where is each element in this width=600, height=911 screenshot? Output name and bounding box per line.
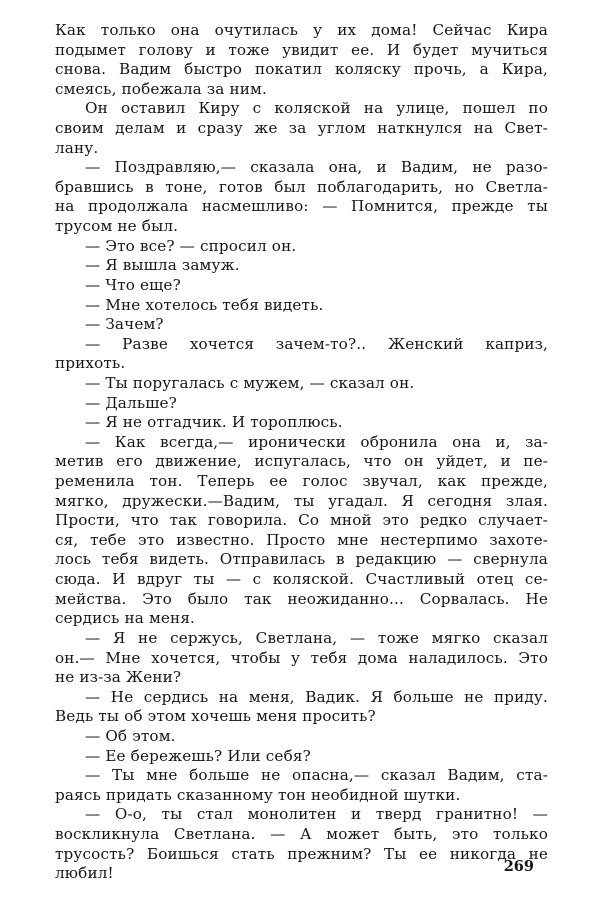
text-line: — Что еще?: [85, 275, 181, 294]
text-line: он.— Мне хочется, чтобы у тебя дома наладилось. Это: [55, 648, 548, 667]
text-line: сюда. И вдруг ты — с коляской. Счастливый отец се-: [55, 570, 548, 589]
text-line: сердись на меня.: [55, 609, 196, 628]
text-line: — Дальше?: [85, 393, 177, 412]
text-line: мягко, дружески.—Вадим, ты угадал. Я сегодня злая.: [55, 491, 548, 510]
text-line: — Я вышла замуж.: [85, 256, 240, 275]
text-line: — Я не отгадчик. И тороплюсь.: [85, 413, 343, 432]
text-line: ся, тебе это известно. Просто мне нестерпимо захоте-: [55, 530, 548, 549]
text-line: — Зачем?: [85, 315, 164, 334]
text-line: — Ее бережешь? Или себя?: [85, 746, 311, 765]
text-line: на продолжала насмешливо: — Помнится, прежде ты: [55, 197, 548, 216]
text-line: — Поздравляю,— сказала она, и Вадим, не разо-: [85, 158, 548, 177]
text-line: метив его движение, испугалась, что он уйдет, и пе-: [55, 452, 548, 471]
text-line: своим делам и сразу же за углом наткнулся на Свет-: [55, 119, 548, 138]
text-line: трусость? Боишься стать прежним? Ты ее никогда не: [55, 844, 548, 863]
text-line: не из-за Жени?: [55, 668, 182, 687]
text-line: — Я не сержусь, Светлана, — тоже мягко сказал: [85, 628, 548, 647]
text-line: прихоть.: [55, 354, 126, 373]
text-line: — Не сердись на меня, Вадик. Я больше не приду.: [85, 687, 548, 706]
text-line: — Ты мне больше не опасна,— сказал Вадим, ста-: [85, 766, 548, 785]
text-line: бравшись в тоне, готов был поблагодарить, но Светла-: [55, 177, 548, 196]
text-line: подымет голову и тоже увидит ее. И будет мучиться: [55, 40, 548, 59]
text-line: — Разве хочется зачем-то?.. Женский каприз,: [85, 334, 548, 353]
text-line: лось тебя видеть. Отправилась в редакцию — свернула: [55, 550, 548, 569]
text-line: мейства. Это было так неожиданно... Сорвалась. Не: [55, 589, 548, 608]
text-line: раясь придать сказанному тон необидной шутки.: [55, 785, 461, 804]
text-line: Прости, что так говорила. Со мной это редко случает-: [55, 511, 548, 530]
text-line: — Ты поругалась с мужем, — сказал он.: [85, 373, 415, 392]
text-line: — Это все? — спросил он.: [85, 236, 297, 255]
text-line: любил!: [55, 864, 114, 883]
text-line: Как только она очутилась у их дома! Сейчас Кира: [55, 21, 548, 39]
text-line: ременила тон. Теперь ее голос звучал, как прежде,: [55, 472, 548, 491]
text-line: трусом не был.: [55, 217, 179, 236]
text-line: Он оставил Киру с коляской на улице, пошел по: [85, 99, 548, 118]
text-line: снова. Вадим быстро покатил коляску прочь, а Кира,: [55, 60, 548, 79]
text-line: смеясь, побежала за ним.: [55, 79, 267, 98]
text-line: — О-о, ты стал монолитен и тверд гранитно! —: [85, 805, 548, 824]
text-line: — Как всегда,— иронически обронила она и, за-: [85, 432, 548, 451]
book-page-text: [55, 21, 548, 884]
text-line: — Мне хотелось тебя видеть.: [85, 295, 324, 314]
text-line: лану.: [55, 138, 99, 157]
text-line: — Об этом.: [85, 726, 176, 745]
text-line: Ведь ты об этом хочешь меня просить?: [55, 707, 376, 726]
text-line: воскликнула Светлана. — А может быть, это только: [55, 824, 548, 843]
page-number: 269: [503, 858, 534, 875]
